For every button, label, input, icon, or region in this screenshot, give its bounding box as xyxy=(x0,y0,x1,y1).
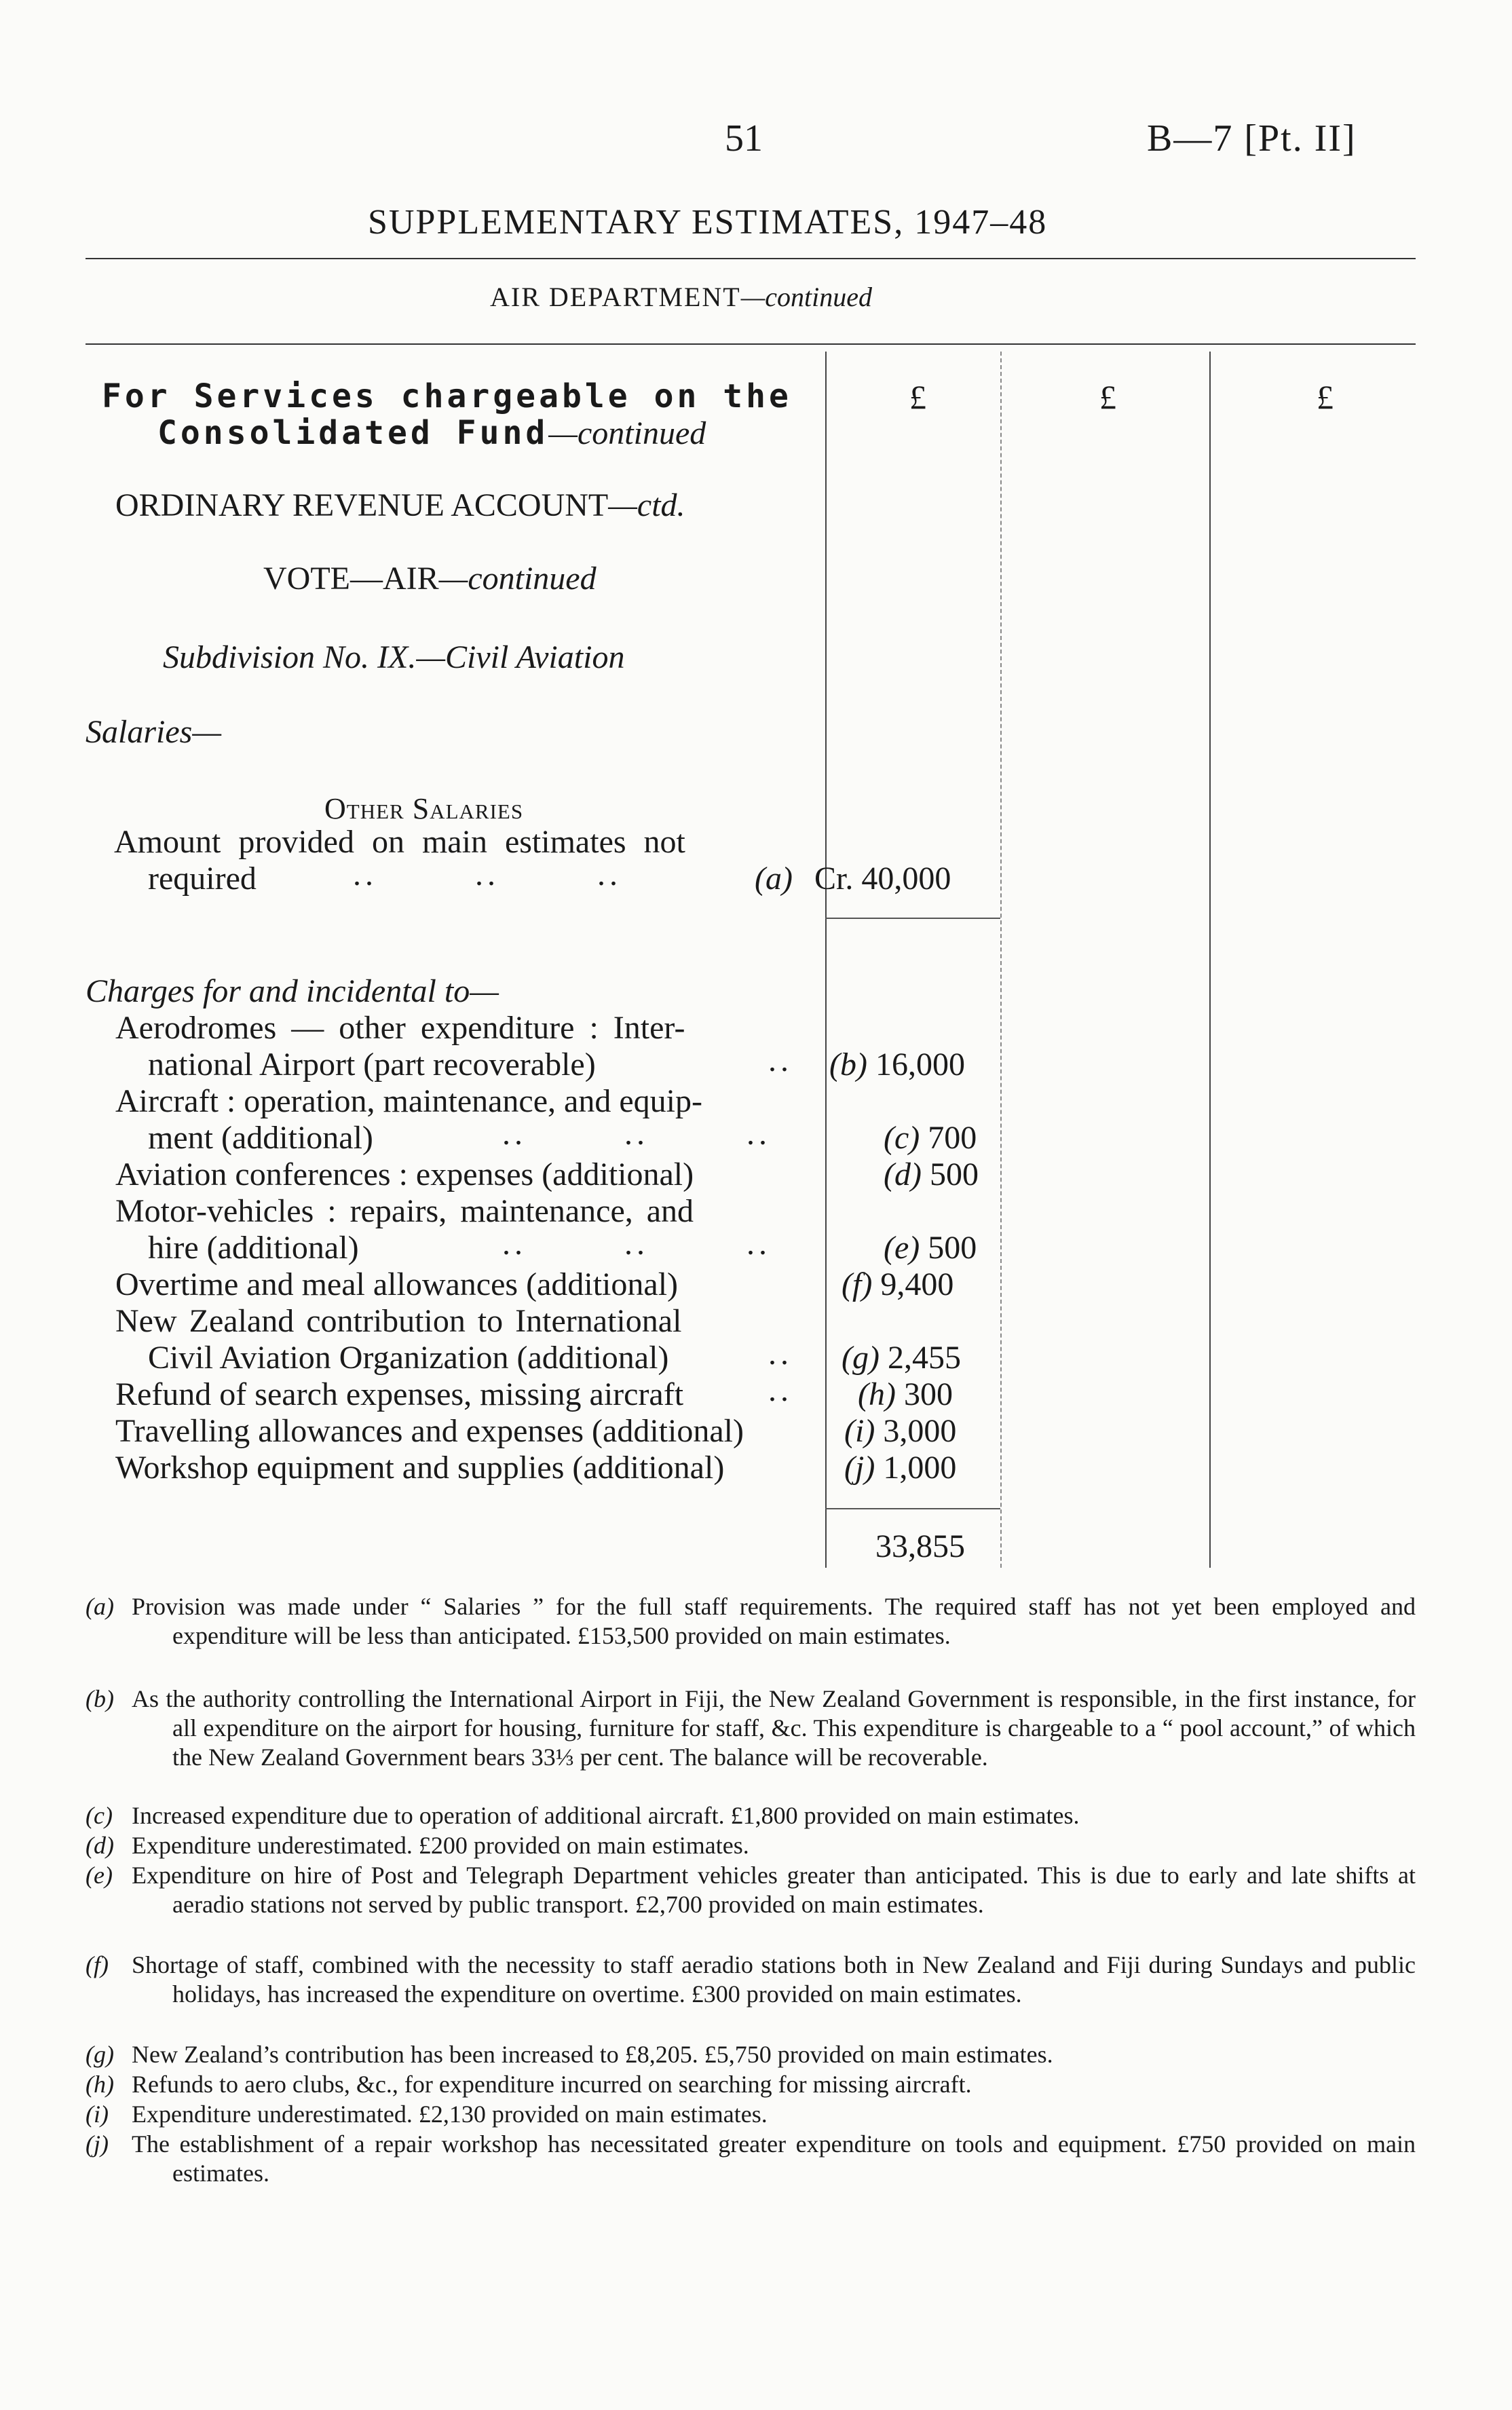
charge-value: 3,000 xyxy=(883,1413,957,1449)
charge-item-label: Aerodromes — other expenditure : Inter- xyxy=(115,1010,685,1046)
footnote-text: Refunds to aero clubs, &c., for expenditure incurred on searching for missing aircraft. xyxy=(132,2071,972,2098)
charge-dots: .. xyxy=(768,1042,793,1078)
charge-item-label: New Zealand contribution to International xyxy=(115,1303,682,1339)
fund-name: Consolidated Fund xyxy=(157,414,549,452)
charge-value: 500 xyxy=(929,1156,979,1192)
charge-value: 300 xyxy=(903,1376,953,1412)
charge-note: (d) xyxy=(884,1156,922,1192)
amount-note: (a) xyxy=(755,861,793,897)
vote-suffix: —continued xyxy=(438,561,597,597)
account-heading xyxy=(115,487,685,524)
amount-line-1: Amount provided on main estimates not xyxy=(114,824,685,860)
charge-note: (b) xyxy=(829,1047,867,1082)
amount-line-2: required xyxy=(148,861,257,897)
charge-value-row xyxy=(884,1156,979,1193)
charge-value-row xyxy=(844,1450,956,1486)
footnote xyxy=(86,1951,1416,2009)
charge-dots: .. .. .. xyxy=(502,1226,771,1262)
charge-item-label: Travelling allowances and expenses (additional) xyxy=(115,1413,744,1449)
footnote-tag: (j) xyxy=(86,2130,109,2158)
footnote xyxy=(86,1801,1416,1830)
vote-name: VOTE—AIR xyxy=(263,561,439,597)
footnote-tag: (a) xyxy=(86,1593,114,1620)
page-number: 51 xyxy=(725,117,763,159)
footnote xyxy=(86,1861,1416,1919)
department-suffix: —continued xyxy=(740,282,873,312)
footnote-tag: (f) xyxy=(86,1951,109,1978)
charges-total: 33,855 xyxy=(875,1528,965,1564)
charge-item-label: Civil Aviation Organization (additional) xyxy=(148,1340,669,1376)
footnote xyxy=(86,2130,1416,2188)
charge-note: (g) xyxy=(842,1340,880,1376)
column-currency-2: £ xyxy=(1099,378,1116,416)
charge-value-row xyxy=(842,1266,953,1303)
charge-value-row xyxy=(858,1376,953,1413)
footnote-text: Shortage of staff, combined with the necessity to staff aeradio stations both in New Zealand and Fiji during Sundays and public holidays, has increased the expenditure on overtime. £300 provided on main estimates. xyxy=(132,1951,1416,2008)
charge-value: 500 xyxy=(928,1230,977,1266)
footnote-tag: (g) xyxy=(86,2041,114,2068)
column-rule-2 xyxy=(1000,352,1002,1568)
other-salaries-heading: Other Salaries xyxy=(324,792,524,825)
charge-value-row xyxy=(884,1120,977,1156)
charge-item-label: ment (additional) xyxy=(148,1120,373,1156)
charge-item-label: hire (additional) xyxy=(148,1230,359,1266)
charge-note: (f) xyxy=(842,1266,873,1302)
charge-value: 16,000 xyxy=(875,1047,965,1082)
charges-heading: Charges for and incidental to— xyxy=(86,973,499,1009)
charge-value: 9,400 xyxy=(880,1266,954,1302)
charge-note: (i) xyxy=(844,1413,875,1449)
title-rule xyxy=(86,258,1416,259)
account-suffix: —ctd. xyxy=(608,487,685,523)
salaries-label: Salaries— xyxy=(86,714,222,750)
charge-dots: .. .. .. xyxy=(502,1116,771,1152)
footnote xyxy=(86,2100,1416,2129)
charge-dots: .. xyxy=(768,1372,793,1408)
footnote-tag: (c) xyxy=(86,1802,113,1829)
section-heading-line2 xyxy=(157,414,706,452)
department-rule xyxy=(86,343,1416,345)
footnote-text: Expenditure on hire of Post and Telegraph Department vehicles greater than anticipated. This is due to early and late shifts at aeradio stations not served by public transport. £2,700 provided on main estimates. xyxy=(132,1862,1416,1918)
total-rule xyxy=(825,1508,1000,1509)
vote-heading xyxy=(263,561,597,597)
fund-suffix: —continued xyxy=(548,415,706,451)
footnote-text: As the authority controlling the International Airport in Fiji, the New Zealand Government is responsible, in the first instance, for all expenditure on the airport for housing, furniture for staff, &c. This expenditure is chargeable to a “ pool account,” of which the New Zealand Government bears 33⅓ per cent. The balance will be recoverable. xyxy=(132,1685,1416,1771)
column-currency-1: £ xyxy=(909,378,926,416)
charge-value: 2,455 xyxy=(887,1340,961,1376)
column-rule-1 xyxy=(825,352,827,1568)
account-name: ORDINARY REVENUE ACCOUNT xyxy=(115,487,609,523)
footnote-tag: (i) xyxy=(86,2101,109,2128)
charge-value: 1,000 xyxy=(883,1450,957,1486)
footnote-text: Expenditure underestimated. £200 provided on main estimates. xyxy=(132,1832,749,1859)
department-name: AIR DEPARTMENT xyxy=(490,282,741,312)
footnote-tag: (d) xyxy=(86,1832,114,1859)
charge-note: (c) xyxy=(884,1120,920,1156)
charge-note: (e) xyxy=(884,1230,920,1266)
footnote-text: New Zealand’s contribution has been increased to £8,205. £5,750 provided on main estimates. xyxy=(132,2041,1053,2068)
document-reference: B—7 [Pt. II] xyxy=(1147,117,1357,159)
subdivision-heading: Subdivision No. IX.—Civil Aviation xyxy=(163,639,625,675)
footnote-text: Increased expenditure due to operation of additional aircraft. £1,800 provided on main estimates. xyxy=(132,1802,1080,1829)
amount-value: Cr. 40,000 xyxy=(814,861,951,897)
charge-value-row xyxy=(844,1413,956,1450)
page-title: SUPPLEMENTARY ESTIMATES, 1947–48 xyxy=(368,203,1048,242)
footnote-tag: (b) xyxy=(86,1685,114,1712)
column-currency-3: £ xyxy=(1317,378,1334,416)
charge-item-label: Aircraft : operation, maintenance, and equip- xyxy=(115,1083,702,1119)
department-line xyxy=(490,281,872,313)
footnote-text: Expenditure underestimated. £2,130 provided on main estimates. xyxy=(132,2101,768,2128)
charge-value: 700 xyxy=(928,1120,977,1156)
footnote-text: Provision was made under “ Salaries ” for the full staff requirements. The required staff has not yet been employed and expenditure will be less than anticipated. £153,500 provided on main estimates. xyxy=(132,1593,1416,1649)
footnote xyxy=(86,1684,1416,1772)
column-rule-3 xyxy=(1209,352,1211,1568)
charge-note: (h) xyxy=(858,1376,896,1412)
amount-dots: .. .. .. xyxy=(353,856,622,892)
footnote xyxy=(86,1831,1416,1860)
charge-value-row xyxy=(829,1047,965,1083)
charge-item-label: Overtime and meal allowances (additional) xyxy=(115,1266,679,1302)
footnote xyxy=(86,1592,1416,1651)
charge-item-label: national Airport (part recoverable) xyxy=(148,1047,596,1082)
footnote-text: The establishment of a repair workshop has necessitated greater expenditure on tools and equipment. £750 provided on main estimates. xyxy=(132,2130,1416,2187)
footnote xyxy=(86,2040,1416,2069)
charge-value-row xyxy=(884,1230,977,1266)
footnote xyxy=(86,2070,1416,2099)
charge-item-label: Aviation conferences : expenses (additional) xyxy=(115,1156,694,1192)
charge-item-label: Workshop equipment and supplies (additional) xyxy=(115,1450,725,1486)
charge-dots: .. xyxy=(768,1336,793,1372)
charge-item-label: Motor-vehicles : repairs, maintenance, and xyxy=(115,1193,694,1229)
charge-item-label: Refund of search expenses, missing aircraft xyxy=(115,1376,684,1412)
section-heading-line1: For Services chargeable on the xyxy=(102,377,792,415)
footnote-tag: (h) xyxy=(86,2071,114,2098)
charge-note: (j) xyxy=(844,1450,875,1486)
charge-value-row xyxy=(842,1340,961,1376)
footnote-tag: (e) xyxy=(86,1862,113,1889)
amount-underline xyxy=(825,918,1000,919)
